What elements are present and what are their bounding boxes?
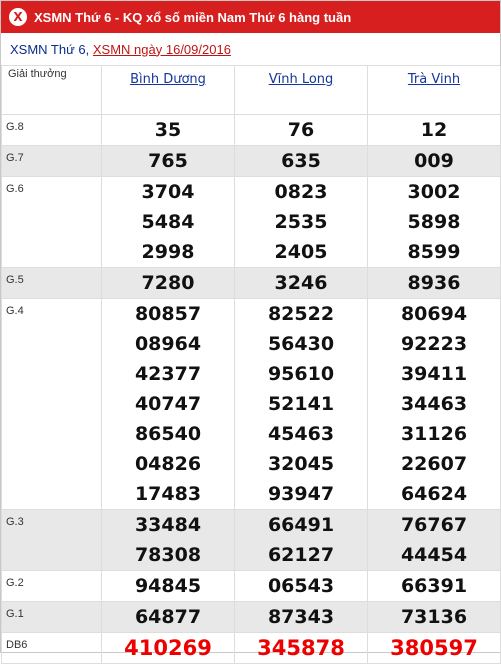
result-number: 66491 xyxy=(267,514,335,536)
result-number: 73136 xyxy=(400,606,468,628)
result-number: 635 xyxy=(281,150,321,172)
prize-label: G.2 xyxy=(6,577,24,589)
prize-label-cell xyxy=(2,268,102,299)
result-cell xyxy=(102,299,235,510)
result-number: 3002 xyxy=(407,181,461,203)
result-cell xyxy=(235,299,368,510)
result-number: 78308 xyxy=(134,544,202,566)
table-row xyxy=(2,268,501,299)
result-cell xyxy=(102,177,235,268)
prize-label-cell xyxy=(2,299,102,510)
result-number: 56430 xyxy=(267,333,335,355)
subheader-link-date[interactable]: XSMN ngày 16/09/2016 xyxy=(92,41,231,57)
result-number: 410269 xyxy=(124,636,212,660)
table-row xyxy=(2,146,501,177)
result-number: 7280 xyxy=(141,272,195,294)
subheader xyxy=(1,33,500,66)
result-number: 45463 xyxy=(267,423,335,445)
result-number: 94845 xyxy=(134,575,202,597)
result-cell xyxy=(102,633,235,664)
table-row xyxy=(2,115,501,146)
result-cell xyxy=(235,602,368,633)
result-cell xyxy=(102,602,235,633)
result-number: 3704 xyxy=(141,181,195,203)
result-cell xyxy=(368,602,501,633)
result-number: 22607 xyxy=(400,453,468,475)
province-link[interactable]: Vĩnh Long xyxy=(268,72,334,87)
result-cell xyxy=(368,510,501,571)
prize-label: G.6 xyxy=(6,183,24,195)
result-number: 80694 xyxy=(400,303,468,325)
result-number: 17483 xyxy=(134,483,202,505)
prize-label-cell xyxy=(2,146,102,177)
province-link[interactable]: Bình Dương xyxy=(130,72,206,87)
prize-label: G.8 xyxy=(6,121,24,133)
result-cell xyxy=(102,510,235,571)
result-cell xyxy=(235,115,368,146)
prize-label: G.3 xyxy=(6,516,24,528)
prize-label-cell xyxy=(2,510,102,571)
table-row xyxy=(2,177,501,268)
results-body xyxy=(2,115,501,664)
result-number: 93947 xyxy=(267,483,335,505)
result-number: 39411 xyxy=(400,363,468,385)
result-cell xyxy=(102,268,235,299)
prize-label-cell xyxy=(2,602,102,633)
result-cell xyxy=(368,177,501,268)
result-number: 2998 xyxy=(141,241,195,263)
result-cell xyxy=(368,633,501,664)
result-number: 92223 xyxy=(400,333,468,355)
result-number: 62127 xyxy=(267,544,335,566)
prize-label: G.4 xyxy=(6,305,24,317)
table-row xyxy=(2,633,501,664)
result-number: 04826 xyxy=(134,453,202,475)
result-cell xyxy=(102,571,235,602)
result-cell xyxy=(235,146,368,177)
result-number: 64624 xyxy=(400,483,468,505)
result-number: 3246 xyxy=(274,272,328,294)
result-cell xyxy=(368,299,501,510)
result-cell xyxy=(102,115,235,146)
prize-label: DB6 xyxy=(6,639,28,651)
column-header-province[interactable] xyxy=(102,66,235,115)
result-cell xyxy=(102,146,235,177)
result-cell xyxy=(235,268,368,299)
result-number: 66391 xyxy=(400,575,468,597)
result-number: 32045 xyxy=(267,453,335,475)
table-row xyxy=(2,602,501,633)
result-number: 2535 xyxy=(274,211,328,233)
result-cell xyxy=(235,633,368,664)
result-number: 12 xyxy=(420,119,448,141)
result-number: 34463 xyxy=(400,393,468,415)
result-number: 8936 xyxy=(407,272,461,294)
result-number: 345878 xyxy=(257,636,345,660)
table-row xyxy=(2,571,501,602)
result-number: 5898 xyxy=(407,211,461,233)
prize-label-cell xyxy=(2,115,102,146)
result-number: 8599 xyxy=(407,241,461,263)
table-row xyxy=(2,510,501,571)
title-bar xyxy=(1,1,500,33)
logo-icon: X xyxy=(9,8,27,26)
results-table xyxy=(1,66,501,664)
result-number: 95610 xyxy=(267,363,335,385)
result-number: 80857 xyxy=(134,303,202,325)
prize-label: G.5 xyxy=(6,274,24,286)
result-number: 0823 xyxy=(274,181,328,203)
result-number: 64877 xyxy=(134,606,202,628)
result-number: 87343 xyxy=(267,606,335,628)
result-number: 35 xyxy=(154,119,182,141)
result-number: 08964 xyxy=(134,333,202,355)
result-number: 44454 xyxy=(400,544,468,566)
column-header-prize: Giải thưởng xyxy=(2,66,102,115)
result-cell xyxy=(368,268,501,299)
result-number: 40747 xyxy=(134,393,202,415)
result-number: 2405 xyxy=(274,241,328,263)
result-number: 42377 xyxy=(134,363,202,385)
prize-label-cell xyxy=(2,177,102,268)
result-number: 5484 xyxy=(141,211,195,233)
result-cell xyxy=(368,571,501,602)
prize-label-cell xyxy=(2,633,102,664)
result-cell xyxy=(368,146,501,177)
result-number: 82522 xyxy=(267,303,335,325)
column-header-province[interactable] xyxy=(368,66,501,115)
result-number: 76767 xyxy=(400,514,468,536)
result-number: 765 xyxy=(148,150,188,172)
result-cell xyxy=(235,571,368,602)
column-header-province[interactable] xyxy=(235,66,368,115)
result-cell xyxy=(235,510,368,571)
page-title: XSMN Thứ 6 - KQ xổ số miền Nam Thứ 6 hàng tuần xyxy=(34,9,352,25)
result-cell xyxy=(368,115,501,146)
result-number: 33484 xyxy=(134,514,202,536)
prize-label: G.1 xyxy=(6,608,24,620)
result-number: 380597 xyxy=(390,636,478,660)
result-number: 52141 xyxy=(267,393,335,415)
result-number: 06543 xyxy=(267,575,335,597)
prize-label-cell xyxy=(2,571,102,602)
prize-label: G.7 xyxy=(6,152,24,164)
table-row xyxy=(2,299,501,510)
result-number: 31126 xyxy=(400,423,468,445)
result-number: 86540 xyxy=(134,423,202,445)
subheader-link-day[interactable]: XSMN Thứ 6, xyxy=(10,41,90,57)
result-number: 009 xyxy=(414,150,454,172)
province-link[interactable]: Trà Vinh xyxy=(407,72,461,87)
result-cell xyxy=(235,177,368,268)
result-number: 76 xyxy=(287,119,315,141)
